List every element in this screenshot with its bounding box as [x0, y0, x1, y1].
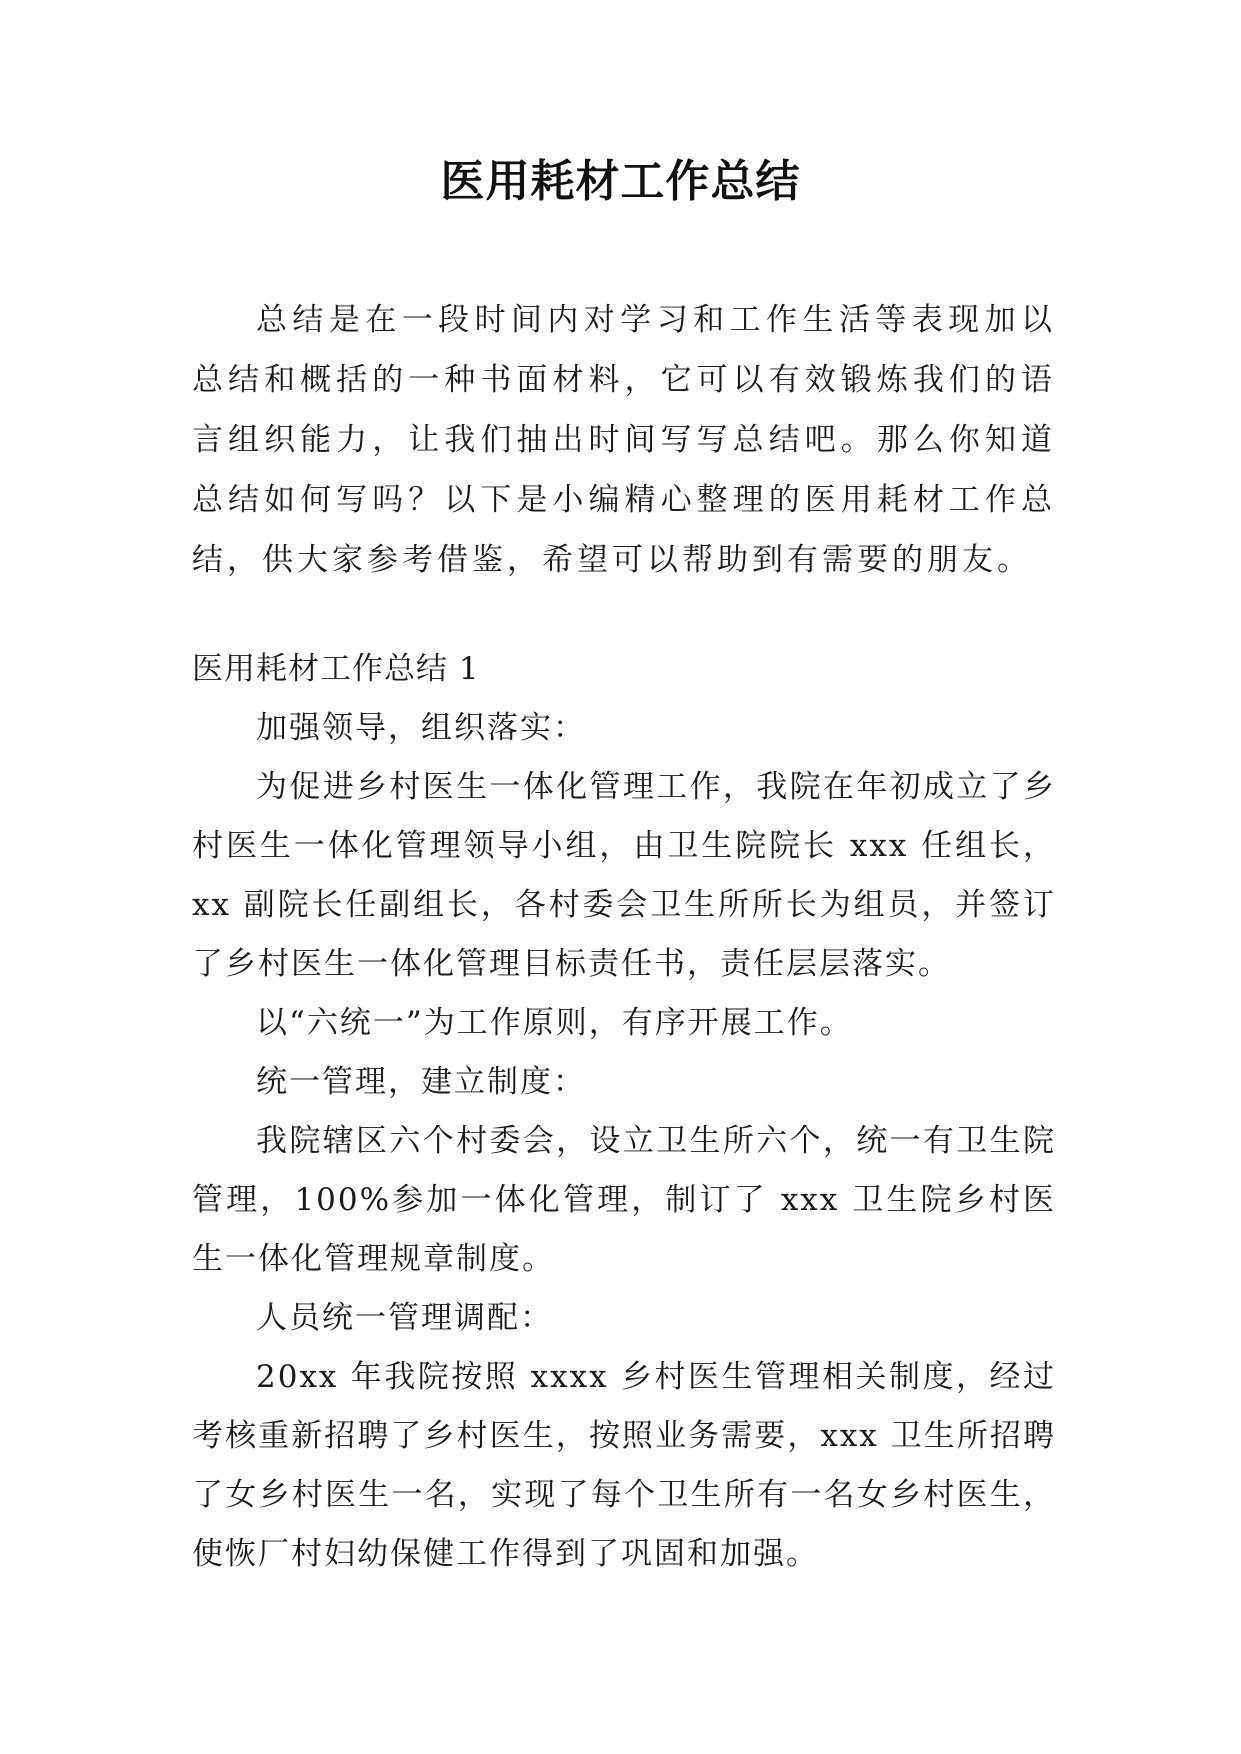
- subheading-management: 统一管理，建立制度：: [256, 1064, 586, 1100]
- subheading-leadership: 加强领导，组织落实：: [256, 710, 586, 746]
- section-title: 医用耗材工作总结 1: [192, 651, 480, 687]
- paragraph-principle: 以“六统一”为工作原则，有序开展工作。: [256, 1005, 853, 1041]
- intro-block: [192, 290, 1056, 590]
- document-title: 医用耗材工作总结: [440, 156, 801, 207]
- subheading-personnel: 人员统一管理调配：: [256, 1300, 553, 1336]
- paragraph-management: 我院辖区六个村委会，设立卫生所六个，统一有卫生院管理，100%参加一体化管理，制订了 xxx 卫生院乡村医生一体化管理规章制度。: [192, 1123, 1056, 1277]
- section-block: [192, 640, 1056, 1584]
- paragraph-personnel: 20xx 年我院按照 xxxx 乡村医生管理相关制度，经过考核重新招聘了乡村医生，按照业务需要，xxx 卫生所招聘了女乡村医生一名，实现了每个卫生所有一名女乡村医生，使恢厂村妇幼保健工作得到了巩固和加强。: [192, 1359, 1056, 1572]
- paragraph-leadership: 为促进乡村医生一体化管理工作，我院在年初成立了乡村医生一体化管理领导小组，由卫生院院长 xxx 任组长，xx 副院长任副组长，各村委会卫生所所长为组员，并签订了乡村医生一体化管理目标责任书，责任层层落实。: [192, 769, 1056, 982]
- intro-paragraph: 总结是在一段时间内对学习和工作生活等表现加以总结和概括的一种书面材料，它可以有效锻炼我们的语言组织能力，让我们抽出时间写写总结吧。那么你知道总结如何写吗？以下是小编精心整理的医用耗材工作总结，供大家参考借鉴，希望可以帮助到有需要的朋友。: [192, 302, 1056, 578]
